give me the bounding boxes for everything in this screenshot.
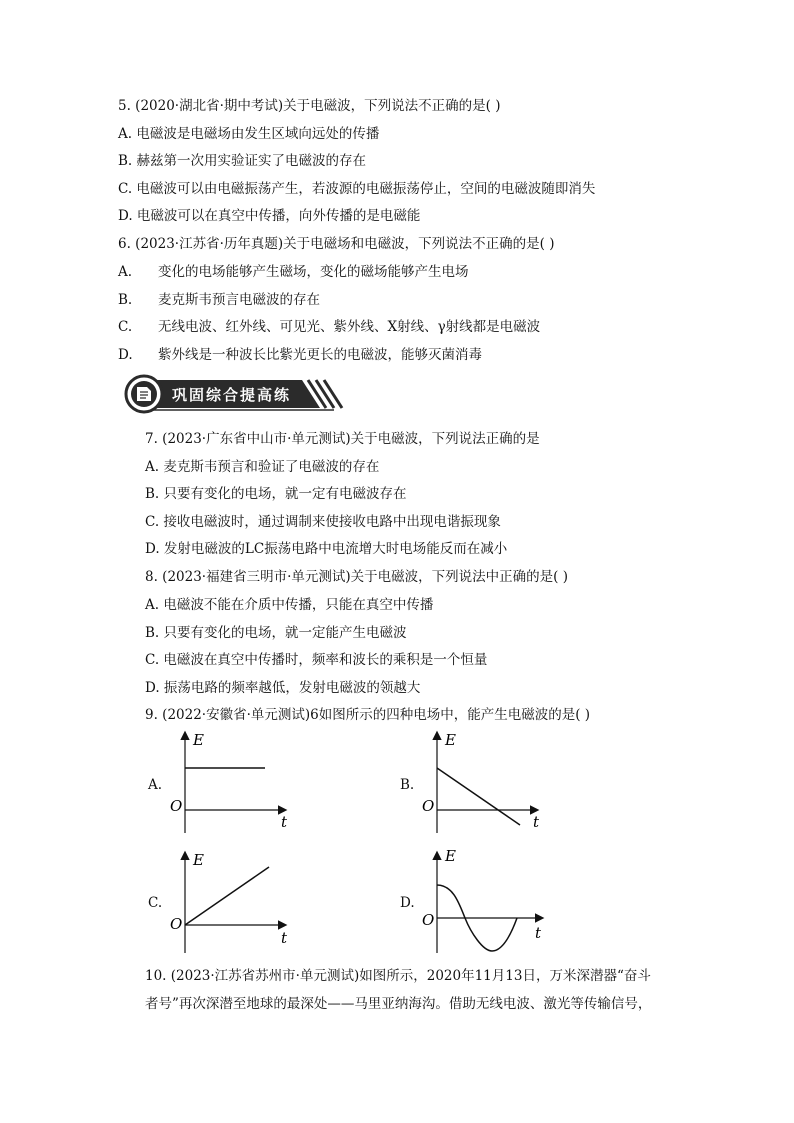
book-icon [137, 387, 151, 401]
q5-option-b: B. 赫兹第一次用实验证实了电磁波的存在 [118, 153, 367, 169]
graph-a-label: A. [148, 777, 163, 793]
q10-line-2: 者号”再次深潜至地球的最深处——马里亚纳海沟。借助无线电波、激光等传输信号， [145, 996, 652, 1012]
graph-c-y-axis-label: E [193, 851, 204, 869]
graph-c [165, 845, 305, 959]
q6-option-a-letter: A. [118, 264, 133, 280]
q6-option-c-text: 无线电波、红外线、可见光、紫外线、X射线、γ射线都是电磁波 [158, 319, 541, 335]
q8-option-d: D. 振荡电路的频率越低，发射电磁波的领越大 [145, 680, 421, 696]
q6-option-b-letter: B. [118, 292, 133, 308]
q5-option-d: D. 电磁波可以在真空中传播，向外传播的是电磁能 [118, 208, 421, 224]
q6-option-d-text: 紫外线是一种波长比紫光更长的电磁波，能够灭菌消毒 [158, 347, 482, 363]
section-title: 巩固综合提高练 [172, 386, 292, 404]
q7-option-d: D. 发射电磁波的LC振荡电路中电流增大时电场能反而在减小 [145, 541, 508, 557]
graph-d-y-axis-label: E [445, 847, 456, 865]
graph-b-x-axis-label: t [533, 813, 540, 831]
q9-stem: 9. (2022·安徽省·单元测试)6如图所示的四种电场中，能产生电磁波的是( ) [145, 707, 591, 723]
q7-stem: 7. (2023·广东省中山市·单元测试)关于电磁波，下列说法正确的是 [145, 431, 540, 447]
graph-b [417, 725, 557, 839]
graph-d-label: D. [400, 895, 415, 911]
graph-b-label: B. [400, 777, 415, 793]
graph-c-x-axis-label: t [281, 929, 288, 947]
q5-option-a: A. 电磁波是电磁场由发生区域向远处的传播 [118, 126, 380, 142]
graph-c-origin-label: O [170, 915, 183, 933]
q8-option-b: B. 只要有变化的电场，就一定能产生电磁波 [145, 625, 407, 641]
graph-b-y-axis-label: E [445, 731, 456, 749]
q5-stem: 5. (2020·湖北省·期中考试)关于电磁波，下列说法不正确的是( ) [118, 98, 501, 114]
graph-d-origin-label: O [422, 911, 435, 929]
q7-option-b: B. 只要有变化的电场，就一定有电磁波存在 [145, 486, 407, 502]
q8-option-a: A. 电磁波不能在介质中传播，只能在真空中传播 [145, 597, 434, 613]
graph-d-x-axis-label: t [535, 924, 542, 942]
q7-option-a: A. 麦克斯韦预言和验证了电磁波的存在 [145, 459, 380, 475]
graph-b-origin-label: O [422, 797, 435, 815]
q6-option-b-text: 麦克斯韦预言电磁波的存在 [158, 292, 320, 308]
graph-a [165, 725, 305, 839]
graph-c-label: C. [148, 895, 163, 911]
section-banner [122, 374, 344, 414]
q5-option-c: C. 电磁波可以由电磁振荡产生，若波源的电磁振荡停止，空间的电磁波随即消失 [118, 181, 596, 197]
q7-option-c: C. 接收电磁波时，通过调制来使接收电路中出现电谐振现象 [145, 514, 501, 530]
q6-option-d-letter: D. [118, 347, 133, 363]
q8-option-c: C. 电磁波在真空中传播时，频率和波长的乘积是一个恒量 [145, 652, 488, 668]
q10-line-1: 10. (2023·江苏省苏州市·单元测试)如图所示，2020年11月13日，万米深潜器“奋斗 [145, 968, 651, 984]
graph-d [417, 845, 557, 959]
q6-option-c-letter: C. [118, 319, 133, 335]
graph-a-x-axis-label: t [281, 813, 288, 831]
graph-a-origin-label: O [170, 797, 183, 815]
q6-stem: 6. (2023·江苏省·历年真题)关于电磁场和电磁波，下列说法不正确的是( ) [118, 236, 555, 252]
graph-a-y-axis-label: E [193, 731, 204, 749]
q6-option-a-text: 变化的电场能够产生磁场，变化的磁场能够产生电场 [158, 264, 469, 280]
q8-stem: 8. (2023·福建省三明市·单元测试)关于电磁波，下列说法中正确的是( ) [145, 569, 568, 585]
